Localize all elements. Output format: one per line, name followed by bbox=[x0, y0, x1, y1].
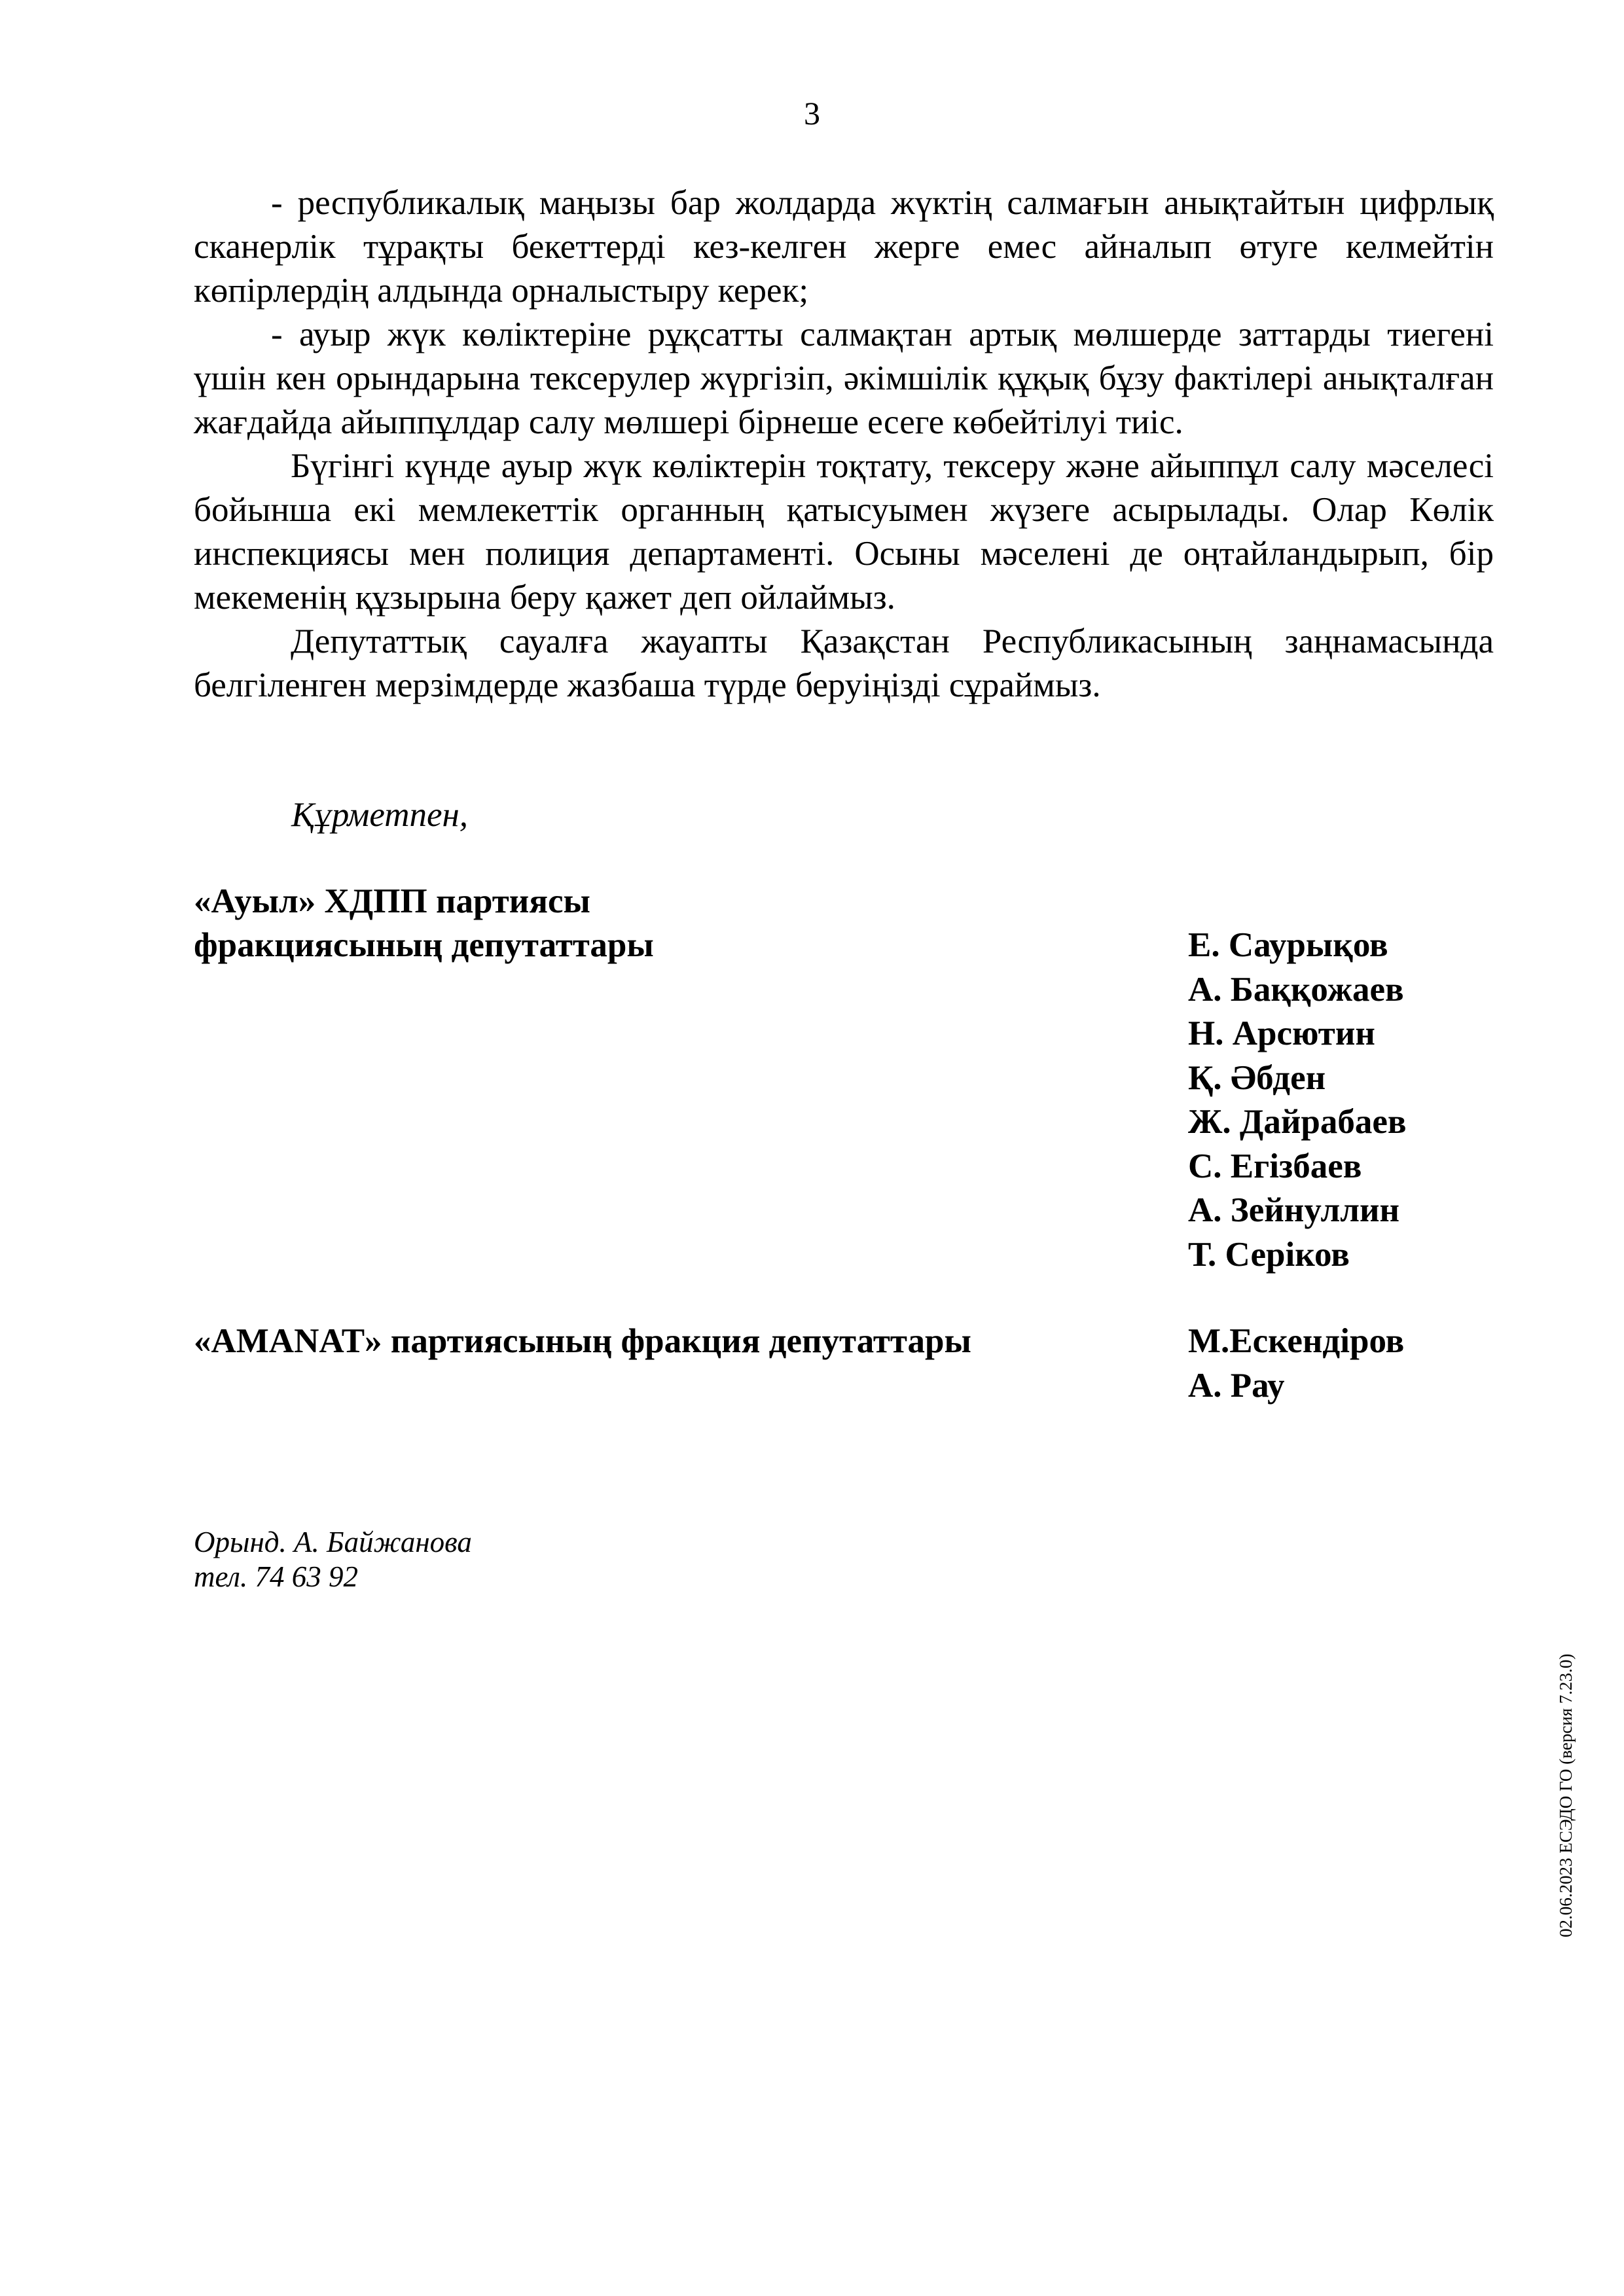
auyl-signer-list bbox=[1188, 924, 1407, 1277]
letter-body bbox=[194, 181, 1494, 708]
signer-name: Н. Арсютин bbox=[1188, 1014, 1375, 1052]
signer-name: А. Зейнуллин bbox=[1188, 1191, 1400, 1229]
paragraph-recommendation-2: - ауыр жүк көліктеріне рұқсатты салмақтан артық мөлшерде заттарды тиегені үшін кен орындарына тексерулер жүргізіп, әкімшілік құқық бұзу фактілері анықталған жағдайда айыппұлдар салу мөлшері бірнеше есеге көбейтілуі тиіс. bbox=[194, 315, 1494, 441]
paragraph-request: Депутаттық сауалға жауапты Қазақстан Республикасының заңнамасында белгіленген мерзімдерде жазбаша түрде беруіңізді сұраймыз. bbox=[194, 622, 1494, 704]
signer-name: С. Егізбаев bbox=[1188, 1147, 1362, 1185]
edms-stamp: 02.06.2023 ЕСЭДО ГО (версия 7.23.0) bbox=[1556, 1653, 1576, 1937]
signer-name: Ж. Дайрабаев bbox=[1188, 1103, 1407, 1141]
signer-name: Е. Саурықов bbox=[1188, 926, 1388, 964]
amanat-faction-label: «AMANAT» партиясының фракция депутаттары bbox=[194, 1322, 971, 1360]
executor-phone: тел. 74 63 92 bbox=[194, 1560, 358, 1593]
paragraph-recommendation-1: - республикалық маңызы бар жолдарда жүктің салмағын анықтайтын цифрлық сканерлік тұрақты бекеттерді кез-келген жерге емес айналып өтуге келмейтін көпірлердің алдында орналыстыру керек; bbox=[194, 184, 1494, 310]
auyl-faction-label-line2: фракциясының депутаттары bbox=[194, 926, 654, 964]
executor-info bbox=[194, 1525, 472, 1594]
signer-name: Т. Серіков bbox=[1188, 1235, 1350, 1274]
signer-name: А. Рау bbox=[1188, 1366, 1285, 1405]
executor-name: Орынд. А. Байжанова bbox=[194, 1526, 472, 1558]
auyl-faction-label bbox=[194, 880, 654, 967]
page-number: 3 bbox=[804, 95, 820, 132]
signer-name: А. Баққожаев bbox=[1188, 970, 1404, 1009]
auyl-faction-label-line1: «Ауыл» ХДПП партиясы bbox=[194, 882, 590, 920]
signer-name: М.Ескендіров bbox=[1188, 1322, 1405, 1360]
amanat-signer-list bbox=[1188, 1319, 1404, 1408]
signer-name: Қ. Әбден bbox=[1188, 1058, 1326, 1097]
closing-salutation: Құрметпен, bbox=[291, 796, 469, 834]
paragraph-current-situation: Бүгінгі күнде ауыр жүк көліктерін тоқтату, тексеру және айыппұл салу мәселесі бойынша екі мемлекеттік органның қатысуымен жүзеге асырылады. Олар Көлік инспекциясы мен полиция департаменті. Осыны мәселені де оңтайландырып, бір мекеменің құзырына беру қажет деп ойлаймыз. bbox=[194, 447, 1494, 617]
